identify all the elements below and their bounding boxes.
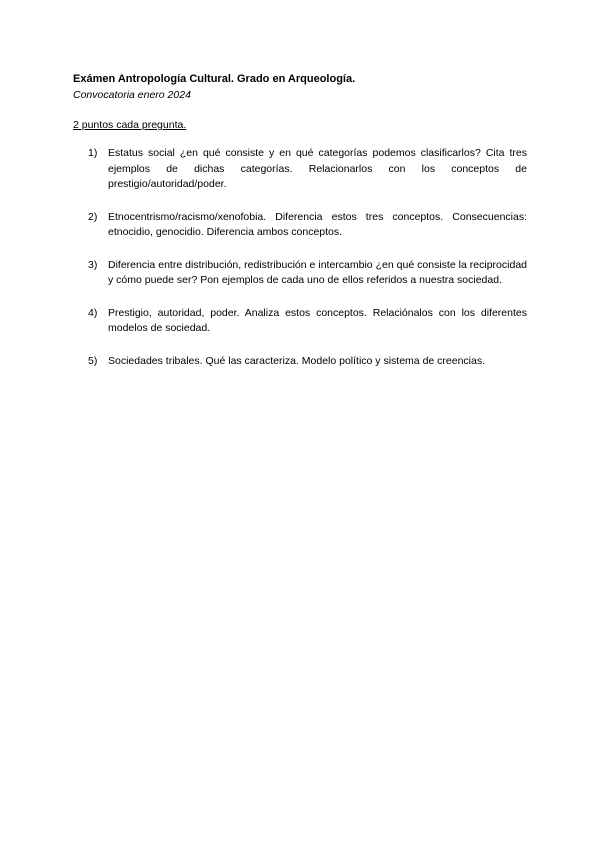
question-item [73,354,527,370]
question-number: 4) [88,306,98,319]
question-number: 2) [88,210,98,223]
question-number: 1) [88,147,98,159]
question-item [73,210,527,241]
question-item [73,306,527,337]
question-item [73,258,527,289]
exam-subtitle: Convocatoria enero 2024 [73,89,191,101]
question-item [73,146,527,193]
question-text: Etnocentrismo/racismo/xenofobia. Diferencia estos tres conceptos. Consecuencias: etnocidio, genocidio. Diferencia ambos conceptos. [108,210,527,238]
question-text: Diferencia entre distribución, redistribución e intercambio ¿en qué consiste la reciprocidad y cómo puede ser? Pon ejemplos de cada uno de ellos referidos a nuestra sociedad. [108,258,527,286]
question-number: 3) [88,258,98,271]
points-note: 2 puntos cada pregunta. [73,119,187,131]
exam-title: Exámen Antropología Cultural. Grado en Arqueología. [73,73,356,85]
question-number: 5) [88,354,98,367]
question-text: Sociedades tribales. Qué las caracteriza. Modelo político y sistema de creencias. [108,354,486,367]
question-list [73,146,527,369]
question-text: Estatus social ¿en qué consiste y en qué categorías podemos clasificarlos? Cita tres ejemplos de dichas categorías. Relacionarlos con los conceptos de prestigio/autoridad/poder. [108,147,527,190]
question-text: Prestigio, autoridad, poder. Analiza estos conceptos. Relaciónalos con los diferentes modelos de sociedad. [108,306,527,334]
